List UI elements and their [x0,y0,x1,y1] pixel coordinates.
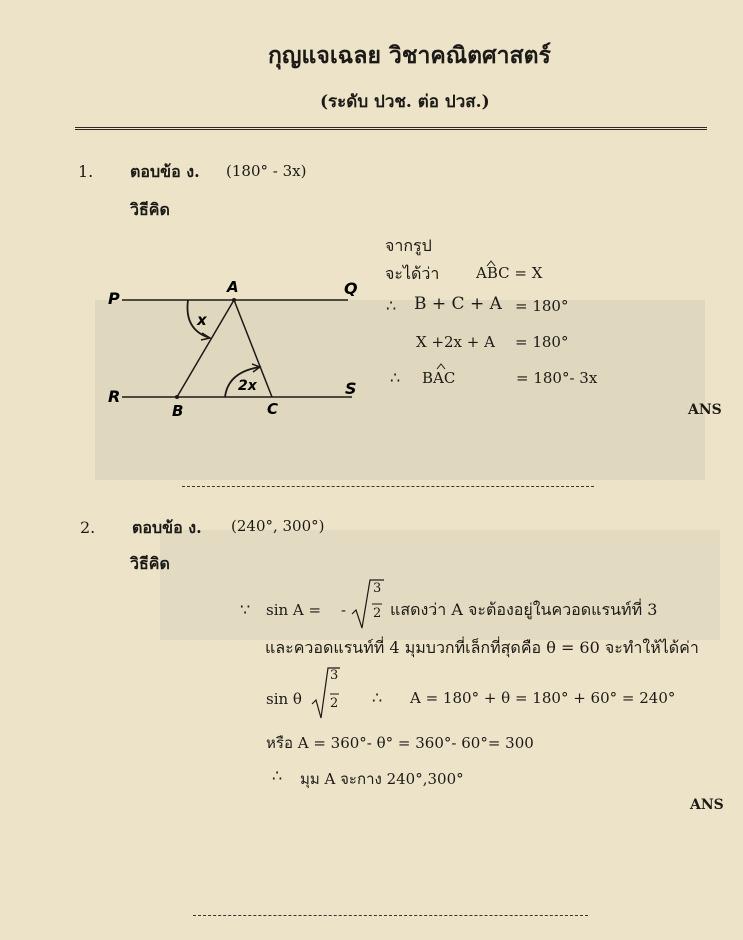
hat-mark [479,259,499,267]
q2-line3-rest: A = 180° + θ = 180° + 60° = 240° [410,689,676,707]
q2-answer-value: (240°, 300°) [231,517,325,535]
q1-line5-expr: BAC [422,369,456,387]
angle-2x-label: 2x [238,378,257,394]
point-q-label: Q [344,279,358,298]
point-r-label: R [108,387,121,406]
section-divider [193,915,588,916]
q2-line1-numerator: 3 [373,581,382,596]
point-b-label: B [172,402,184,420]
q2-number: 2. [80,518,96,537]
point-s-label: S [345,379,357,398]
q1-line-from-figure: จากรูป [385,236,432,255]
q2-line1-text: แสดงว่า A จะต้องอยู่ในควอดแรนท์ที่ 3 [390,600,658,619]
q1-line2-expr: ABC = X [476,264,543,282]
q2-line3-denominator: 2 [330,696,339,711]
q1-line3-expr: B + C + A [414,294,502,314]
q1-line3-therefore: ∴ [386,296,397,315]
q1-line4-value: = 180° [515,333,569,351]
point-c-label: C [267,400,279,418]
q2-line1-neg: - [341,601,347,619]
q2-line2: และควอดแรนท์ที่ 4 มุมบวกที่เล็กที่สุดคือ θ = 60 จะทำให้ได้ค่า [265,638,699,657]
q1-line3-value: = 180° [515,297,569,315]
q2-answer-label: ตอบข้อ ง. [132,518,202,537]
q1-number: 1. [78,162,94,181]
point-a-label: A [227,278,239,296]
q1-answer-label: ตอบข้อ ง. [130,162,200,181]
q2-line1-denominator: 2 [373,606,382,621]
q1-line5-value: = 180°- 3x [516,369,598,387]
q2-line1-sin: sin A = [266,601,322,619]
page-subtitle: (ระดับ ปวช. ต่อ ปวส.) [320,92,490,112]
q2-line1-because: ∵ [240,600,251,619]
q2-line3-numerator: 3 [330,668,339,683]
q2-method-heading: วิธีคิด [130,554,170,573]
q2-line3-therefore: ∴ [372,688,383,707]
q1-line4-expr: X +2x + A [416,333,495,351]
point-p-label: P [108,289,120,308]
q1-line2-lead: จะได้ว่า [385,264,440,283]
q1-answer-value: (180° - 3x) [226,162,307,180]
q2-line5-rest: มุม A จะกาง 240°,300° [300,770,464,788]
q1-method-heading: วิธีคิด [130,200,170,219]
q2-line4: หรือ A = 360°- θ° = 360°- 60°= 300 [266,734,534,752]
q2-ans-mark: ANS [690,797,724,813]
header-divider [75,127,707,130]
q2-line3-sin: sin θ [266,690,302,708]
hat-mark [434,362,450,370]
q1-ans-mark: ANS [688,402,722,418]
page-title: กุญแจเฉลย วิชาคณิตศาสตร์ [268,42,551,69]
section-divider [182,486,594,487]
background-shade [160,530,720,640]
q1-line5-therefore: ∴ [390,368,401,387]
q2-line5-therefore: ∴ [272,766,283,785]
angle-x-label: x [197,311,207,329]
parallel-lines-triangle-figure [100,272,370,422]
